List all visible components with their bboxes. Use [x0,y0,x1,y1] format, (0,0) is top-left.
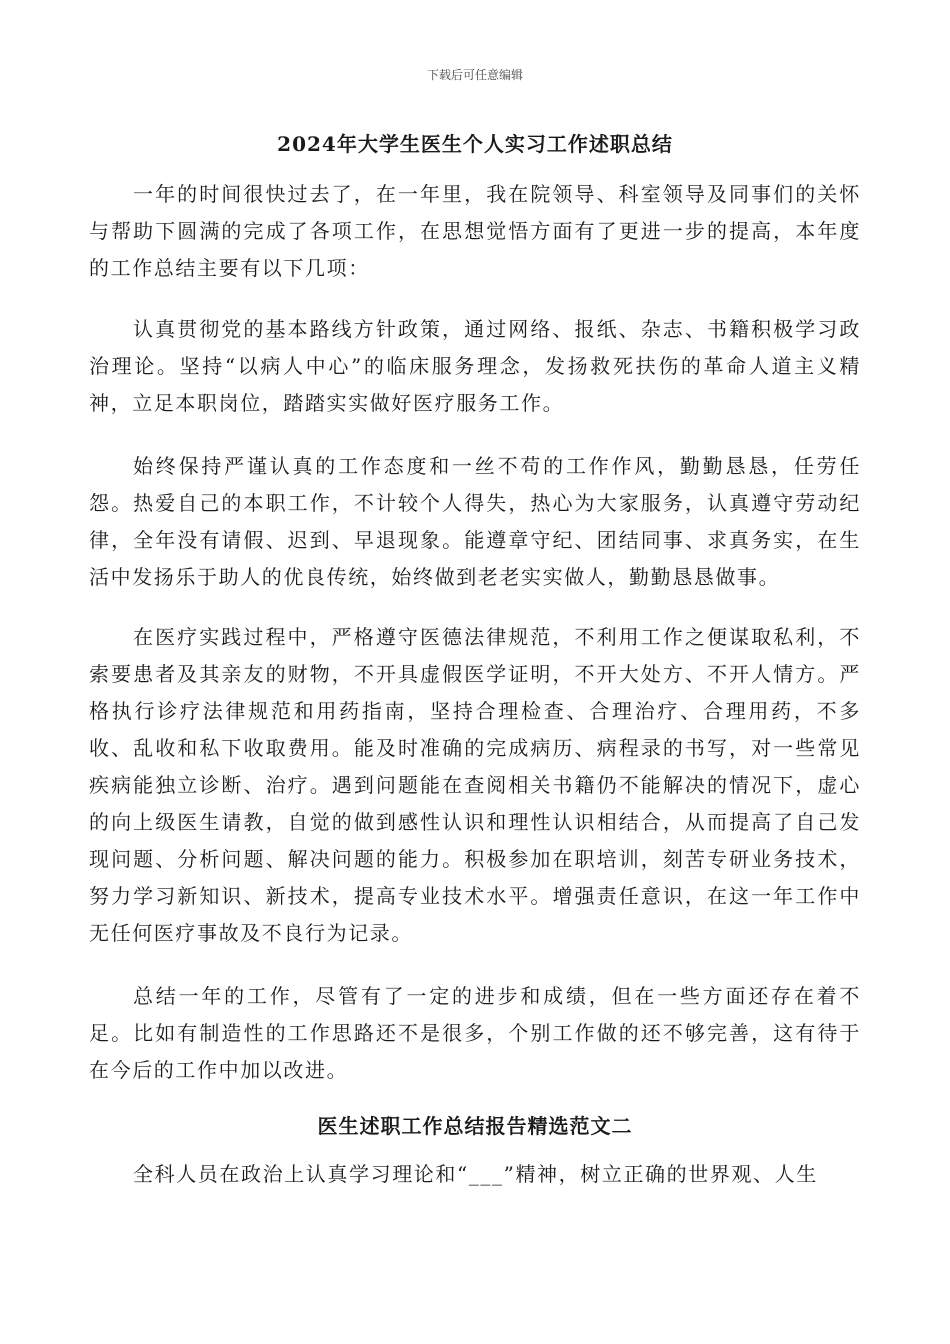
paragraph-section-two: 全科人员在政治上认真学习理论和“___”精神，树立正确的世界观、人生 [133,1162,818,1186]
document-title: 2024年大学生医生个人实习工作述职总结 [277,132,673,156]
paragraph-summary: 总结一年的工作，尽管有了一定的进步和成绩，但在一些方面还存在着不足。比如有制造性的工作思路还不是很多，个别工作做的还不够完善，这有待于在今后的工作中加以改进。 [89,984,861,1082]
paragraph-political-study: 认真贯彻党的基本路线方针政策，通过网络、报纸、杂志、书籍积极学习政治理论。坚持“以病人中心”的临床服务理念，发扬救死扶伤的革命人道主义精神，立足本职岗位，踏踏实实做好医疗服务工作。 [89,317,861,415]
section-subtitle: 医生述职工作总结报告精选范文二 [317,1114,633,1138]
header-note: 下载后可任意编辑 [426,68,523,82]
paragraph-intro: 一年的时间很快过去了，在一年里，我在院领导、科室领导及同事们的关怀与帮助下圆满的完成了各项工作，在思想觉悟方面有了更进一步的提高，本年度的工作总结主要有以下几项： [89,182,861,280]
paragraph-work-attitude: 始终保持严谨认真的工作态度和一丝不苟的工作作风，勤勤恳恳，任劳任怨。热爱自己的本职工作，不计较个人得失，热心为大家服务，认真遵守劳动纪律，全年没有请假、迟到、早退现象。能遵章守纪、团结同事、求真务实，在生活中发扬乐于助人的优良传统，始终做到老老实实做人，勤勤恳恳做事。 [89,454,861,589]
paragraph-medical-practice: 在医疗实践过程中，严格遵守医德法律规范，不利用工作之便谋取私利，不索要患者及其亲友的财物，不开具虚假医学证明，不开大处方、不开人情方。严格执行诊疗法律规范和用药指南，坚持合理检查、合理治疗、合理用药，不多收、乱收和私下收取费用。能及时准确的完成病历、病程录的书写，对一些常见疾病能独立诊断、治疗。遇到问题能在查阅相关书籍仍不能解决的情况下，虚心的向上级医生请教，自觉的做到感性认识和理性认识相结合，从而提高了自己发现问题、分析问题、解决问题的能力。积极参加在职培训，刻苦专研业务技术，努力学习新知识、新技术，提高专业技术水平。增强责任意识，在这一年工作中无任何医疗事故及不良行为记录。 [89,625,861,945]
